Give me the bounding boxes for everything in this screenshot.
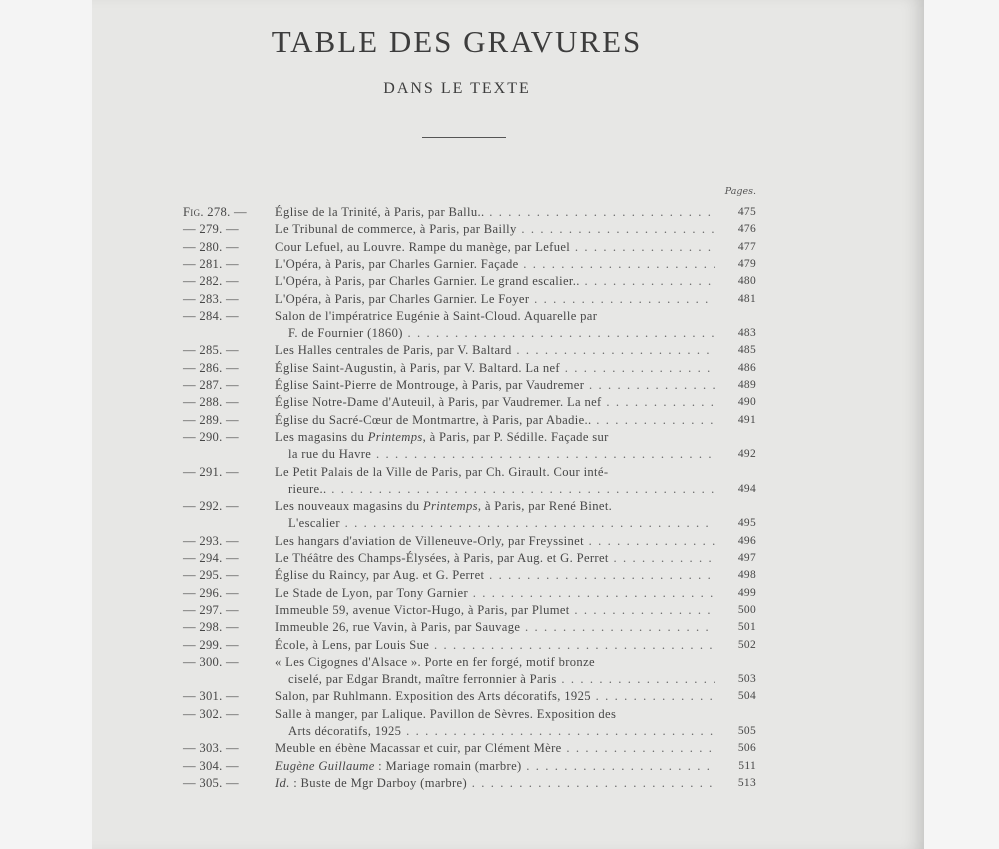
figure-caption: Église Saint-Pierre de Montrouge, à Paris, par Vaudremer . . . xyxy=(275,377,715,393)
figure-number: — 291. — xyxy=(183,464,239,479)
page-number: 494 xyxy=(737,482,756,495)
figure-number: — 279. — xyxy=(183,222,239,237)
figure-caption: Eugène Guillaume : Mariage romain (marbre) . . . xyxy=(275,758,715,774)
page-number: 501 xyxy=(737,621,756,634)
figure-number: Fig. 278. — xyxy=(183,205,247,219)
figure-entry-line xyxy=(0,412,999,428)
figure-caption: Le Stade de Lyon, par Tony Garnier . . . xyxy=(275,585,715,601)
figure-entry-line xyxy=(0,204,999,220)
page-number: 495 xyxy=(737,517,756,530)
figure-number: — 301. — xyxy=(183,689,239,704)
figure-caption: L'Opéra, à Paris, par Charles Garnier. Le Foyer . . . xyxy=(275,291,715,307)
page-number: 502 xyxy=(737,638,756,651)
figure-number: — 285. — xyxy=(183,343,239,358)
page-number: 513 xyxy=(737,776,756,789)
figure-caption: Meuble en ébène Macassar et cuir, par Clément Mère . . . xyxy=(275,740,715,756)
figure-caption: ciselé, par Edgar Brandt, maître ferronnier à Paris . . . xyxy=(288,671,715,687)
figure-entry-line xyxy=(0,377,999,393)
figure-number: — 305. — xyxy=(183,775,239,790)
figure-number: — 289. — xyxy=(183,412,239,427)
page-number: 498 xyxy=(737,569,756,582)
figure-caption: L'Opéra, à Paris, par Charles Garnier. Le grand escalier.. . . . xyxy=(275,273,715,289)
page-number: 499 xyxy=(737,586,756,599)
page-number: 477 xyxy=(737,240,756,253)
figure-entry-line xyxy=(0,325,999,341)
page-number: 483 xyxy=(737,327,756,340)
figure-caption: Salon, par Ruhlmann. Exposition des Arts décoratifs, 1925 . . . xyxy=(275,688,715,704)
figure-entry-line xyxy=(0,239,999,255)
figure-entry-line xyxy=(0,585,999,601)
figure-number: — 297. — xyxy=(183,602,239,617)
figure-number: — 281. — xyxy=(183,256,239,271)
figure-number: — 290. — xyxy=(183,429,239,444)
page-number: 505 xyxy=(737,725,756,737)
figure-entry-line xyxy=(0,706,999,722)
figure-caption: la rue du Havre . . . xyxy=(288,446,715,462)
figure-number: — 299. — xyxy=(183,637,239,652)
figure-caption: Les Halles centrales de Paris, par V. Baltard . . . xyxy=(275,342,715,358)
figure-entry-line xyxy=(0,256,999,272)
page-number: 504 xyxy=(737,690,756,703)
figure-entry-line xyxy=(0,291,999,307)
figure-caption: rieure.. . . . xyxy=(288,481,715,497)
figure-caption: Cour Lefuel, au Louvre. Rampe du manège, par Lefuel . . . xyxy=(275,239,715,255)
figure-entry-line xyxy=(0,619,999,635)
page-number: 479 xyxy=(737,257,756,270)
figure-number: — 296. — xyxy=(183,585,239,600)
figure-entry-line xyxy=(0,515,999,531)
figure-entry-line xyxy=(0,342,999,358)
page-number: 500 xyxy=(737,603,756,616)
figure-entry-line xyxy=(0,446,999,462)
figure-number: — 304. — xyxy=(183,758,239,773)
figure-entry-line xyxy=(0,481,999,497)
figure-entry-line xyxy=(0,688,999,704)
figure-entry-line xyxy=(0,723,999,739)
figure-number: — 303. — xyxy=(183,741,239,756)
figure-number: — 295. — xyxy=(183,568,239,583)
figure-caption: Le Petit Palais de la Ville de Paris, par Ch. Girault. Cour inté- xyxy=(275,464,609,479)
figure-caption: Immeuble 26, rue Vavin, à Paris, par Sauvage . . . xyxy=(275,619,715,635)
figure-caption: École, à Lens, par Louis Sue . . . xyxy=(275,637,715,653)
figure-caption: Église du Sacré-Cœur de Montmartre, à Paris, par Abadie.. . . . xyxy=(275,412,715,428)
figure-entry-line xyxy=(0,775,999,791)
figure-entry-line xyxy=(0,758,999,774)
figure-caption: Id. : Buste de Mgr Darboy (marbre) . . . xyxy=(275,775,715,791)
figure-number: — 280. — xyxy=(183,239,239,254)
figure-caption: L'Opéra, à Paris, par Charles Garnier. Façade . . . xyxy=(275,256,715,272)
figure-entry-line xyxy=(0,637,999,653)
figure-number: — 292. — xyxy=(183,499,239,514)
figure-caption: Église de la Trinité, à Paris, par Ballu.. . . . xyxy=(275,204,715,220)
figure-entry-line xyxy=(0,308,999,324)
page-number: 481 xyxy=(737,292,756,305)
page-number: 476 xyxy=(737,223,756,236)
figure-number: — 293. — xyxy=(183,533,239,548)
figure-number: — 286. — xyxy=(183,360,239,375)
page-number: 492 xyxy=(737,448,756,461)
figure-caption: Église Saint-Augustin, à Paris, par V. Baltard. La nef . . . xyxy=(275,360,715,376)
figure-caption: « Les Cigognes d'Alsace ». Porte en fer forgé, motif bronze xyxy=(275,654,595,669)
figure-caption: Arts décoratifs, 1925 . . . xyxy=(288,723,715,739)
figure-caption: Église du Raincy, par Aug. et G. Perret . . . xyxy=(275,567,715,583)
figure-caption: Salle à manger, par Lalique. Pavillon de Sèvres. Exposition des xyxy=(275,706,617,721)
figure-number: — 300. — xyxy=(183,654,239,669)
page-number: 491 xyxy=(737,413,756,426)
page-title: TABLE DES GRAVURES xyxy=(271,24,643,59)
page-subtitle: DANS LE TEXTE xyxy=(383,80,531,97)
figure-entry-line xyxy=(0,740,999,756)
figure-entry-line xyxy=(0,671,999,687)
page-number: 475 xyxy=(737,206,756,218)
figure-caption: Les hangars d'aviation de Villeneuve-Orly, par Freyssinet . . . xyxy=(275,533,715,549)
page-number: 503 xyxy=(737,673,756,686)
page-number: 511 xyxy=(738,759,756,772)
page-number: 485 xyxy=(737,344,756,357)
figure-number: — 284. — xyxy=(183,308,239,323)
figure-number: — 302. — xyxy=(183,706,239,721)
figure-entry-line xyxy=(0,550,999,566)
page-number: 506 xyxy=(737,742,756,755)
figure-entry-line xyxy=(0,221,999,237)
figure-number: — 287. — xyxy=(183,378,239,392)
figure-number: — 283. — xyxy=(183,291,239,306)
figure-number: — 288. — xyxy=(183,395,239,410)
figure-caption: Salon de l'impératrice Eugénie à Saint-Cloud. Aquarelle par xyxy=(275,308,598,323)
figure-entry-line xyxy=(0,567,999,583)
figure-caption: Église Notre-Dame d'Auteuil, à Paris, par Vaudremer. La nef . . . xyxy=(275,394,715,410)
page-number: 497 xyxy=(737,552,756,564)
figure-number: — 294. — xyxy=(183,551,239,565)
figure-caption: Le Théâtre des Champs-Élysées, à Paris, par Aug. et G. Perret . . . xyxy=(275,550,715,566)
figure-caption: L'escalier . . . xyxy=(288,515,715,531)
figure-number: — 282. — xyxy=(183,274,239,289)
figure-entry-line xyxy=(0,429,999,445)
figure-caption: F. de Fournier (1860) . . . xyxy=(288,325,715,341)
figure-number: — 298. — xyxy=(183,620,239,635)
page-number: 486 xyxy=(737,361,756,374)
page-number: 480 xyxy=(737,275,756,288)
pages-column-header: Pages. xyxy=(724,186,756,197)
figure-caption: Les nouveaux magasins du Printemps, à Paris, par René Binet. xyxy=(275,499,613,514)
figure-caption: Les magasins du Printemps, à Paris, par P. Sédille. Façade sur xyxy=(275,429,609,444)
page-number: 489 xyxy=(737,379,756,391)
page-number: 496 xyxy=(737,534,756,547)
figure-caption: Le Tribunal de commerce, à Paris, par Bailly . . . xyxy=(275,221,715,237)
page-number: 490 xyxy=(737,396,756,409)
figure-entry-line xyxy=(0,533,999,549)
figure-entry-line xyxy=(0,498,999,514)
figure-entry-line xyxy=(0,360,999,376)
figure-entry-line xyxy=(0,602,999,618)
figure-entry-line xyxy=(0,394,999,410)
figure-caption: Immeuble 59, avenue Victor-Hugo, à Paris, par Plumet . . . xyxy=(275,602,715,618)
figure-entry-line xyxy=(0,654,999,670)
figure-entry-line xyxy=(0,464,999,480)
figure-entry-line xyxy=(0,273,999,289)
